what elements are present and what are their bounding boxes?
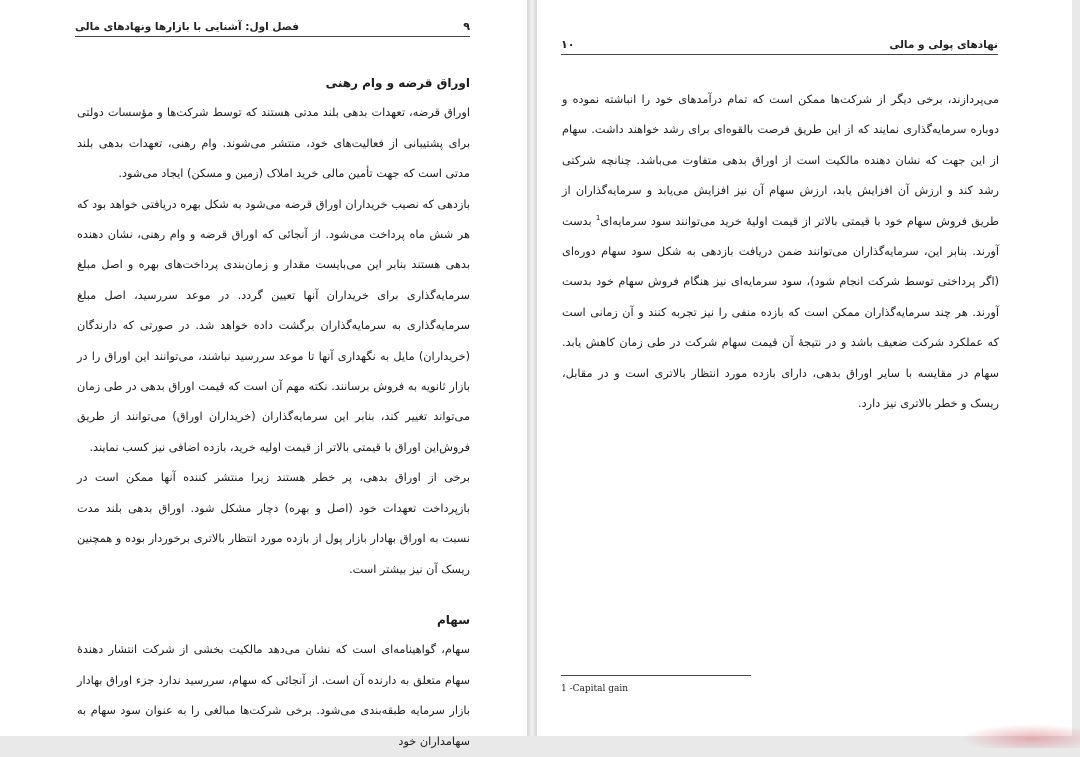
- running-header: نهادهای پولی و مالی: [889, 38, 998, 51]
- page-header: [561, 38, 998, 55]
- footnote-divider: [561, 675, 751, 676]
- paragraph: برخی از اوراق بدهی، پر خطر هستند زیرا منتشر کننده آنها ممکن است در بازپرداخت تعهدات خود (اصل و بهره) دچار مشکل شود. اوراق بدهی بلند مدت نسبت به اوراق بهادار بازار پول از بازده مورد انتظار بالاتری برخوردار بوده و همچنین ریسک آن نیز بیشتر است.: [77, 471, 470, 576]
- paragraph: بازدهی که نصیب خریداران اوراق قرضه می‌شود به شکل بهره دریافتی خواهد بود که هر شش ماه پرداخت می‌شود. از آنجائی که اوراق قرضه و وام رهنی، نشان دهنده بدهی هستند بنابر این می‌بایست مقدار و زمان‌بندی پرداخت‌های بهره و اصل مبلغ سرمایه‌گذاری برای خریداران آنها تعیین گردد. در موعد سررسید، اصل مبلغ سرمایه‌گذاری به سرمایه‌گذاران برگشت داده خواهد شد. در صورتی که دارندگان (خریداران) مایل به نگهداری آنها تا موعد سررسید نباشند، می‌توانند این اوراق را در بازار ثانویه به فروش برسانند. نکته مهم آن است که قیمت اوراق بدهی در طی زمان می‌تواند تغییر کند، بنابر این سرمایه‌گذاران (خریداران اوراق) می‌توانند از طریق فروش‌این اوراق با قیمتی بالاتر از قیمت اولیه خرید، بازده اضافی نیز کسب نمایند.: [77, 197, 470, 454]
- page-body: [77, 68, 470, 757]
- footnote: 1 -Capital gain: [561, 684, 629, 694]
- paragraph-text: بدست آورند. بنابر این، سرمایه‌گذاران می‌توانند ضمن دریافت بازدهی به شکل سود سهام دوره‌ای (اگر پرداختی توسط شرکت انجام شود)، سود سرمایه‌ای نیز هنگام فروش سهام خود بدست آورند. هر چند سرمایه‌گذاران ممکن است که بازده منفی را نیز تجربه کنند و آن زمانی است که عملکرد شرکت ضعیف باشد و در نتیجهٔ آن قیمت سهام شرکت در طی زمان کاهش یابد. سهام در مقایسه با سایر اوراق بدهی، دارای بازده مورد انتظار بالاتری است و در مقابل، ریسک و خطر بالاتری نیز دارد.: [562, 214, 999, 411]
- scan-smudge: [960, 724, 1080, 748]
- page-body: [562, 85, 999, 419]
- page-number: ۱۰: [561, 38, 575, 51]
- book-gutter: [527, 0, 537, 736]
- footnote-marker: 1: [595, 213, 601, 222]
- paragraph: [562, 85, 999, 419]
- page-number: ۹: [463, 20, 470, 33]
- section-heading: سهام: [436, 612, 470, 627]
- section-heading: اوراق قرضه و وام رهنی: [325, 76, 470, 90]
- paragraph-text: می‌پردازند، برخی دیگر از شرکت‌ها ممکن است که تمام درآمدهای خود را انباشته نموده و دوباره سرمایه‌گذاری نمایند که از این طریق فرصت بالقوه‌ای برای رشد خواهند داشت. سهام از این جهت که نشان دهنده مالکیت است از اوراق بدهی متفاوت می‌باشد. چنانچه شرکتی رشد کند و ارزش آن افزایش یابد، ارزش سهام آن نیز افزایش می‌یابد و سرمایه‌گذاران از طریق فروش سهام خود با قیمتی بالاتر از قیمت اولیهٔ خرید می‌توانند سود سرمایه‌ای: [562, 93, 1000, 228]
- paragraph: اوراق قرضه، تعهدات بدهی بلند مدتی هستند که توسط شرکت‌ها و مؤسسات دولتی برای پشتیبانی از فعالیت‌های خود، منتشر می‌شوند. وام رهنی، تعهدات بدهی بلند مدتی است که جهت تأمین مالی خرید املاک (زمین و مسکن) ایجاد می‌شود.: [77, 106, 470, 181]
- page-header: [75, 20, 470, 37]
- page-nine: [0, 0, 527, 748]
- paragraph: سهام، گواهینامه‌ای است که نشان می‌دهد مالکیت بخشی از شرکت انتشار دهندهٔ سهام متعلق به دارنده آن است. از آنجائی که سهام، سررسید ندارد جزء اوراق بهادار بازار سرمایه طبقه‌بندی می‌شود. برخی شرکت‌ها مبالغی را به عنوان سود سهام به سهامداران خود: [77, 643, 470, 748]
- running-header: فصل اول: آشنایی با بازارها ونهادهای مالی: [75, 20, 299, 33]
